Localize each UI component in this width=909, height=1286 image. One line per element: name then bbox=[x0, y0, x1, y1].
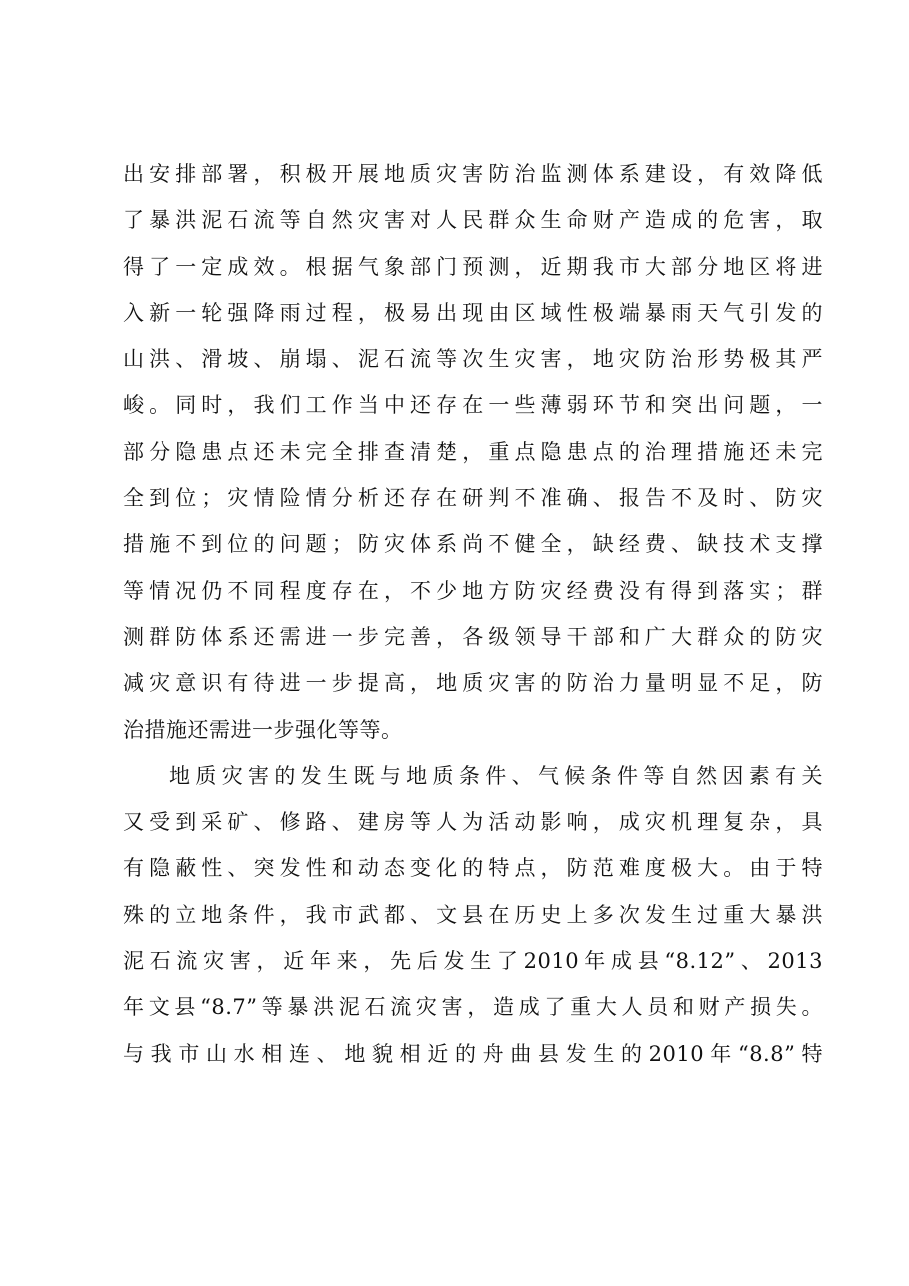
paragraph-1 bbox=[123, 151, 823, 753]
text-line: 了暴洪泥石流等自然灾害对人民群众生命财产造成的危害，取 bbox=[123, 208, 823, 233]
text-line: 治措施还需进一步强化等等。 bbox=[123, 717, 403, 742]
text-line: 泥石流灾害，近年来，先后发生了2010年成县“8.12”、2013 bbox=[123, 949, 823, 974]
text-line: 措施不到位的问题；防灾体系尚不健全，缺经费、缺技术支撑 bbox=[123, 532, 823, 557]
text-line: 与我市山水相连、地貌相近的舟曲县发生的2010年“8.8”特 bbox=[123, 1041, 823, 1066]
body-text bbox=[123, 151, 823, 1077]
text-line: 峻。同时，我们工作当中还存在一些薄弱环节和突出问题，一 bbox=[123, 393, 823, 418]
text-line: 有隐蔽性、突发性和动态变化的特点，防范难度极大。由于特 bbox=[123, 856, 823, 881]
text-line: 殊的立地条件，我市武都、文县在历史上多次发生过重大暴洪 bbox=[123, 902, 823, 927]
text-line: 减灾意识有待进一步提高，地质灾害的防治力量明显不足，防 bbox=[123, 671, 823, 696]
text-line: 出安排部署，积极开展地质灾害防治监测体系建设，有效降低 bbox=[123, 162, 823, 186]
text-line: 又受到采矿、修路、建房等人为活动影响，成灾机理复杂，具 bbox=[123, 810, 823, 835]
text-line: 入新一轮强降雨过程，极易出现由区域性极端暴雨天气引发的 bbox=[123, 300, 823, 325]
text-line: 测群防体系还需进一步完善，各级领导干部和广大群众的防灾 bbox=[123, 624, 823, 649]
text-line: 得了一定成效。根据气象部门预测，近期我市大部分地区将进 bbox=[123, 254, 823, 279]
text-line: 全到位；灾情险情分析还存在研判不准确、报告不及时、防灾 bbox=[123, 486, 823, 511]
text-line: 部分隐患点还未完全排查清楚，重点隐患点的治理措施还未完 bbox=[123, 439, 823, 464]
text-line: 山洪、滑坡、崩塌、泥石流等次生灾害，地灾防治形势极其严 bbox=[123, 347, 823, 372]
paragraph-2 bbox=[123, 753, 823, 1077]
text-line: 等情况仍不同程度存在，不少地方防灾经费没有得到落实；群 bbox=[123, 578, 823, 603]
text-line: 地质灾害的发生既与地质条件、气候条件等自然因素有关 bbox=[169, 763, 823, 788]
text-line: 年文县“8.7”等暴洪泥石流灾害，造成了重大人员和财产损失。 bbox=[123, 995, 823, 1020]
